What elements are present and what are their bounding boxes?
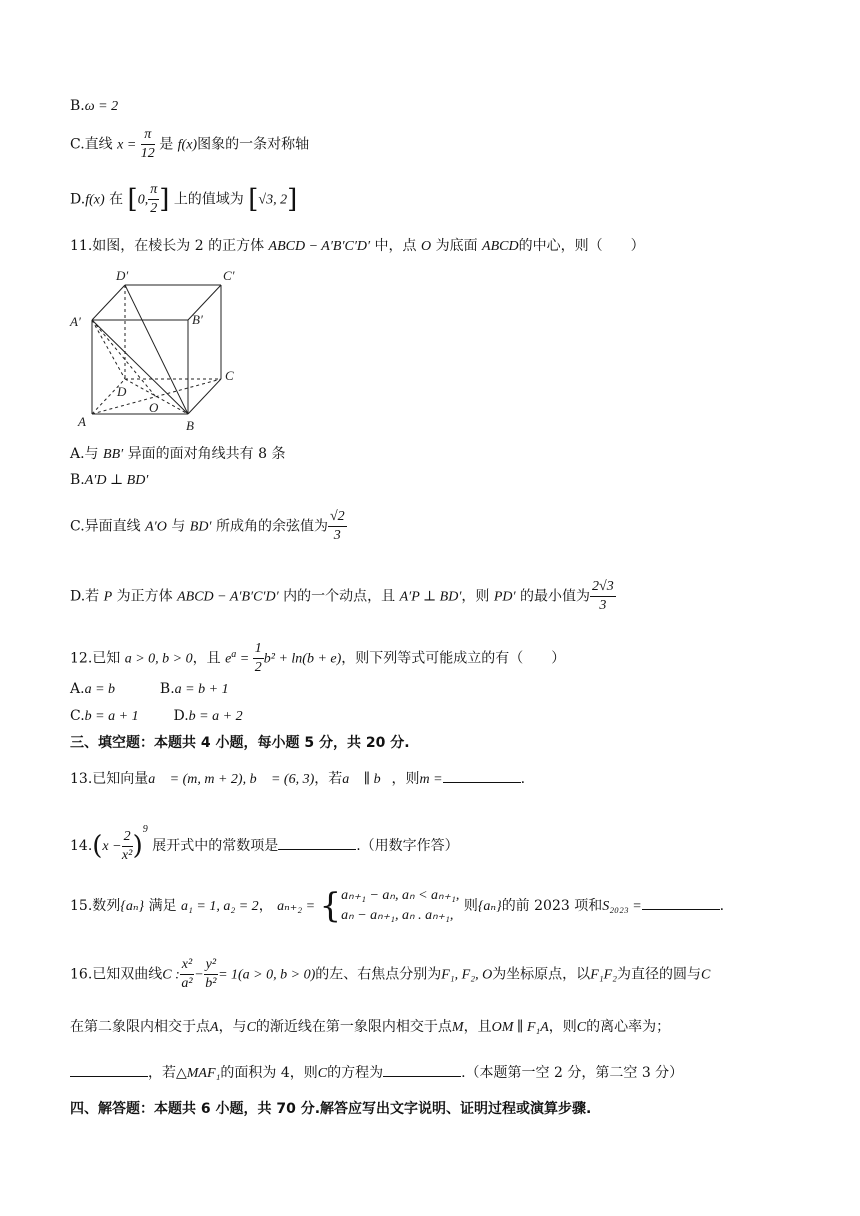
q12-options-cd: C.b = a + 1 D.b = a + 2 xyxy=(70,708,243,724)
q11-d-fraction: $\frac{2√3}{3}$ xyxy=(592,579,614,613)
q10-option-d: D.f(x) 在 [0, $\frac{\pi}{2}$ ] 上的值域为 [√3, 2] xyxy=(70,182,298,216)
q10-d-fraction: $\frac{\pi}{2}$ xyxy=(150,182,158,216)
label-D: D xyxy=(117,384,127,399)
label-Dp: D′ xyxy=(116,268,129,283)
cube-figure xyxy=(66,266,246,436)
section-4-title: 四、解答题：本题共 6 小题，共 70 分.解答应写出文字说明、证明过程或演算步骤. xyxy=(70,1101,592,1117)
q13-answer-blank xyxy=(443,768,521,783)
q15-piecewise: aₙ₊₁ − aₙ, aₙ < aₙ₊₁, aₙ − aₙ₊₁, aₙ . aₙ₊₁, xyxy=(341,888,460,923)
q10-option-b-math: ω = 2 xyxy=(84,99,119,114)
diag-Ap-D-hidden xyxy=(92,320,125,379)
q11-option-a: A.与 BB′ 异面的面对角线共有 8 条 xyxy=(70,446,286,462)
q14-fraction: $\frac{2}{\text{x²}}$ xyxy=(121,828,133,863)
q10-c-fraction: $\frac{\pi}{12}$ xyxy=(140,127,155,161)
q11-stem: 11.如图，在棱长为 2 的正方体 ABCD − A′B′C′D′ 中，点 O 为底面 ABCD的中心，则（ ） xyxy=(70,238,645,254)
q12-fraction: $\frac{1}{2}$ xyxy=(254,641,262,675)
label-Ap: A′ xyxy=(70,314,81,329)
q13: 13.已知向量a⃗ = (m, m + 2), b⃗ = (6, 3)，若a⃗ ∥ b⃗，则m = . xyxy=(70,768,525,790)
q16-line-1: 16.已知双曲线C : $\frac{\text{x²}}{\text{a²}}$ − $\frac{\text{y²}}{\text{b²}}$ = 1(a > 0, b > 0)的左、右焦点分别为F₁, F₂, O为坐标原点，以F₁F₂为直径的圆与C xyxy=(70,957,711,991)
q11-c-fraction: $\frac{√2}{3}$ xyxy=(329,509,345,543)
q16-answer-blank-2 xyxy=(383,1062,461,1077)
label-O: O xyxy=(149,400,159,415)
q11-option-c: C.异面直线 A′O 与 BD′ 所成角的余弦值为 $\frac{√2}{3}$ xyxy=(70,509,345,543)
q16-line-2: 在第二象限内相交于点A，与C的渐近线在第一象限内相交于点M，且OM ∥ F₁A，则C的离心率为； xyxy=(70,1019,671,1035)
q15: 15.数列{aₙ} 满足 a₁ = 1, a₂ = 2， aₙ₊₂ = { aₙ₊₁ − aₙ, aₙ < aₙ₊₁, aₙ − aₙ₊₁, aₙ . aₙ₊₁, 则{aₙ}的前 2023 项和S₂₀₂₃ = . xyxy=(70,886,725,926)
label-B: B xyxy=(186,418,194,433)
q14: 14.(x − $\frac{2}{\text{x²}}$ )$^9$ 展开式中的常数项是 .（用数字作答） xyxy=(70,824,459,863)
q12-options-ab: A.a = b B.a = b + 1 xyxy=(70,681,229,697)
q11-option-d: D.若 P 为正方体 ABCD − A′B′C′D′ 内的一个动点，且 A′P ⊥ BD′，则 PD′ 的最小值为 $\frac{2√3}{3}$ xyxy=(70,579,614,613)
q10-option-b: B.ω = 2 xyxy=(70,98,119,114)
label-Cp: C′ xyxy=(223,268,235,283)
diag-Ap-B xyxy=(92,320,188,414)
q16-line-3: ，若△MAF₁的面积为 4，则C的方程为 .（本题第一空 2 分，第二空 3 分） xyxy=(70,1062,683,1084)
q14-answer-blank xyxy=(278,835,356,850)
q12-stem: 12.已知 a > 0, b > 0，且 $e^a$ = $\frac{1}{2}$ b² + ln(b + e)，则下列等式可能成立的有（ ） xyxy=(70,641,566,675)
label-C: C xyxy=(225,368,234,383)
q15-answer-blank xyxy=(642,895,720,910)
q11-option-b: B.A′D ⊥ BD′ xyxy=(70,472,149,488)
edge-Ap-Dp xyxy=(92,285,125,320)
label-A: A xyxy=(78,414,86,429)
diag-Dp-B xyxy=(125,285,188,414)
q16-answer-blank-1 xyxy=(70,1062,148,1077)
q10-option-c: C.直线 x = $\frac{\pi}{12}$ 是 f(x)图象的一条对称轴 xyxy=(70,127,310,161)
label-Bp: B′ xyxy=(192,312,203,327)
edge-B-C xyxy=(188,379,221,414)
section-3-title: 三、填空题：本题共 4 小题，每小题 5 分，共 20 分. xyxy=(70,735,410,751)
